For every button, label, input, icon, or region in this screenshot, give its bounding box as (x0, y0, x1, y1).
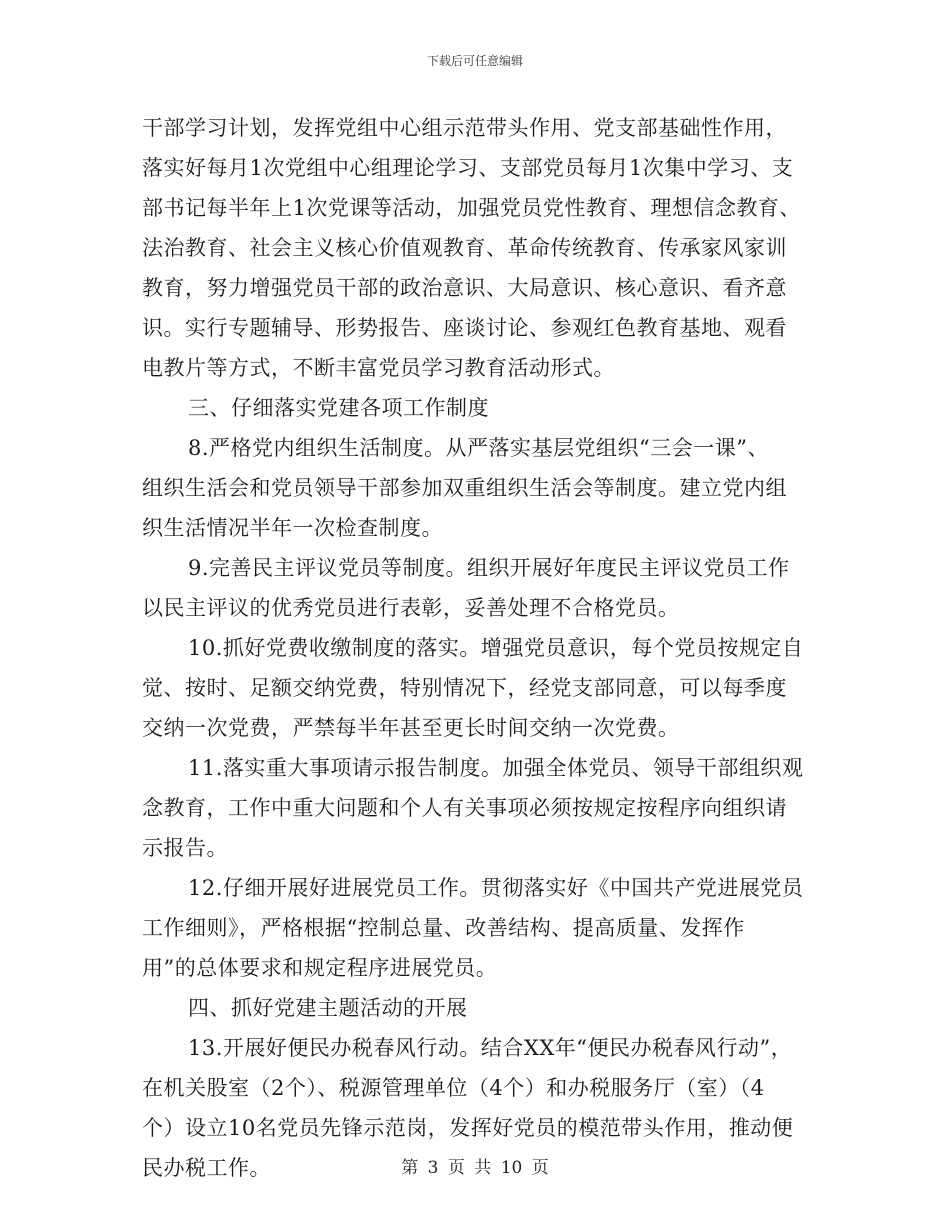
text-line: 落实好每月1次党组中心组理论学习、支部党员每月1次集中学习、支 (142, 156, 794, 180)
text-line: 干部学习计划，发挥党组中心组示范带头作用、党支部基础性作用， (142, 116, 787, 140)
text-line: 民办税工作。 (142, 1156, 271, 1180)
text-line: 念教育，工作中重大问题和个人有关事项必须按规定按程序向组织请 (142, 796, 787, 820)
paragraph-start: 9.完善民主评议党员等制度。组织开展好年度民主评议党员工作 (188, 556, 790, 580)
paragraph-start: 11.落实重大事项请示报告制度。加强全体党员、领导干部组织观 (188, 756, 804, 780)
text-line: 在机关股室（2个）、税源管理单位（4个）和办税服务厅（室）（4 (142, 1076, 765, 1100)
text-line: 组织生活会和党员领导干部参加双重组织生活会等制度。建立党内组 (142, 476, 787, 500)
paragraph-start: 13.开展好便民办税春风行动。结合XX年“便民办税春风行动”， (188, 1036, 793, 1060)
page-header: 下载后可任意编辑 (426, 54, 523, 68)
section-heading: 四、抓好党建主题活动的开展 (188, 996, 468, 1020)
section-heading: 三、仔细落实党建各项工作制度 (188, 396, 489, 420)
text-line: 识。实行专题辅导、形势报告、座谈讨论、参观红色教育基地、观看 (142, 316, 787, 340)
paragraph-start: 12.仔细开展好进展党员工作。贯彻落实好《中国共产党进展党员 (188, 876, 804, 900)
paragraph-start: 8.严格党内组织生活制度。从严落实基层党组织“三会一课”、 (188, 436, 770, 460)
text-line: 示报告。 (142, 836, 228, 860)
text-line: 法治教育、社会主义核心价值观教育、革命传统教育、传承家风家训 (142, 236, 787, 260)
text-line: 工作细则》，严格根据“控制总量、改善结构、提高质量、发挥作 (142, 916, 745, 940)
text-line: 以民主评议的优秀党员进行表彰，妥善处理不合格党员。 (142, 596, 680, 620)
text-line: 电教片等方式，不断丰富党员学习教育活动形式。 (142, 356, 615, 380)
text-line: 个）设立10名党员先锋示范岗，发挥好党员的模范带头作用，推动便 (142, 1116, 794, 1140)
paragraph-start: 10.抓好党费收缴制度的落实。增强党员意识，每个党员按规定自 (188, 636, 804, 660)
page-number: 第 3 页 共 10 页 (401, 1158, 549, 1178)
text-line: 部书记每半年上1次党课等活动，加强党员党性教育、理想信念教育、 (142, 196, 801, 220)
text-line: 用”的总体要求和规定程序进展党员。 (142, 956, 498, 980)
text-line: 觉、按时、足额交纳党费，特别情况下，经党支部同意，可以每季度 (142, 676, 787, 700)
text-line: 交纳一次党费，严禁每半年甚至更长时间交纳一次党费。 (142, 716, 680, 740)
text-line: 织生活情况半年一次检查制度。 (142, 516, 443, 540)
document-body (142, 108, 812, 1188)
text-line: 教育，努力增强党员干部的政治意识、大局意识、核心意识、看齐意 (142, 276, 787, 300)
